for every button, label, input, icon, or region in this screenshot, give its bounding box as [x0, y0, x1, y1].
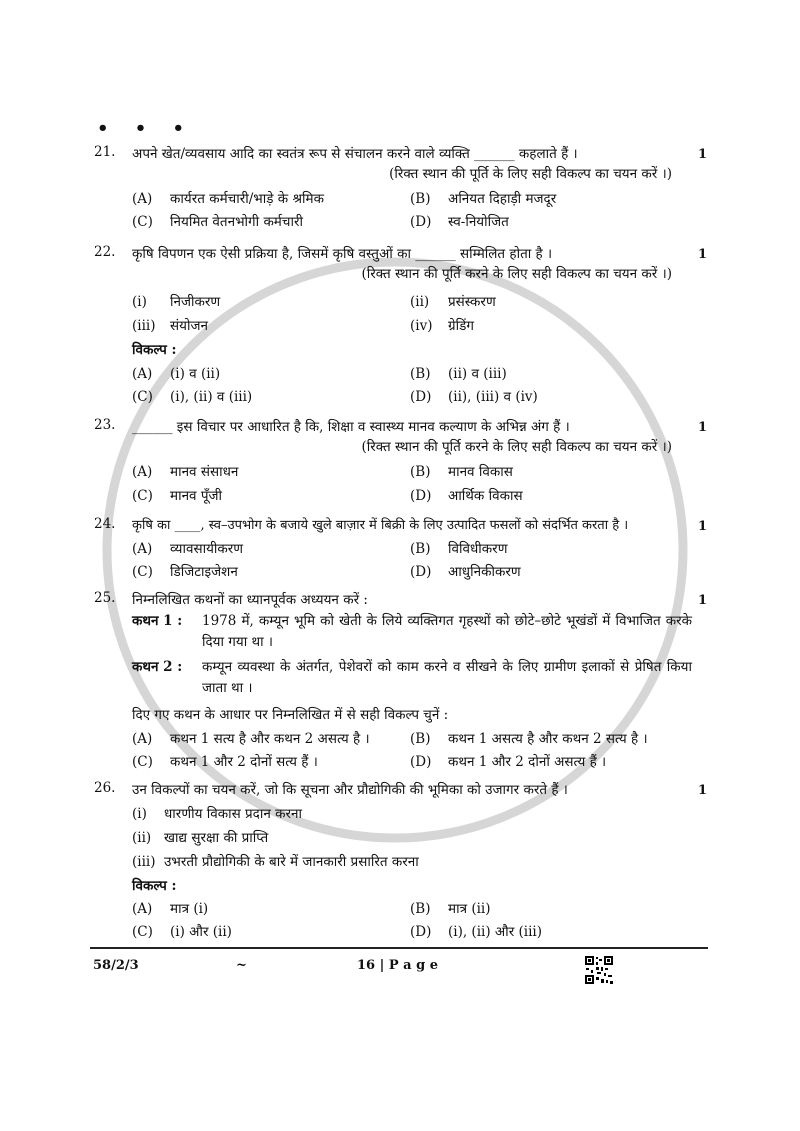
- options-row: [0, 922, 800, 944]
- option-b: (B) कथन 1 असत्य है और कथन 2 सत्य है ।: [410, 731, 648, 747]
- qr-code-icon: [584, 955, 614, 985]
- question-number: 21.: [94, 144, 116, 160]
- option-b: (B) मात्र (ii): [410, 901, 491, 917]
- statement-1: [132, 611, 692, 655]
- item-ii: (ii) खाद्य सुरक्षा की प्राप्ति: [132, 830, 269, 846]
- options-row: [0, 486, 800, 508]
- question-text: ______ इस विचार पर आधारित है कि, शिक्षा व स्वास्थ्य मानव कल्याण के अभिन्न अंग हैं ।: [132, 419, 570, 435]
- question-marks: 1: [698, 147, 708, 162]
- items-row: [0, 804, 800, 826]
- option-d: (D) कथन 1 और 2 दोनों असत्य हैं ।: [410, 754, 607, 770]
- question-marks: 1: [698, 783, 708, 798]
- option-d: (D) स्व-नियोजित: [410, 214, 509, 230]
- option-d: (D) (i), (ii) और (iii): [410, 924, 543, 940]
- items-row: [0, 828, 800, 850]
- question-marks: 1: [698, 420, 708, 435]
- item-iv: (iv) ग्रेडिंग: [410, 318, 474, 334]
- question-marks: 1: [698, 593, 708, 608]
- question-hint: (रिक्त स्थान की पूर्ति के लिए सही विकल्प का चयन करें ।): [389, 166, 672, 182]
- item-iii: (iii) संयोजन: [132, 318, 208, 334]
- items-row: [0, 852, 800, 874]
- paper-code: 58/2/3: [93, 958, 139, 973]
- question-text: कृषि का ____, स्व–उपभोग के बजाये खुले बाज़ार में बिक्री के लिए उत्पादित फसलों को संदर्भित करता है ।: [132, 518, 629, 533]
- options-row: [0, 364, 800, 386]
- instruction-text: दिए गए कथन के आधार पर निम्नलिखित में से सही विकल्प चुनें :: [132, 707, 449, 723]
- vikalp-heading: विकल्प :: [132, 878, 177, 894]
- option-c: (C) (i), (ii) व (iii): [132, 389, 253, 405]
- option-a: (A) मात्र (i): [132, 901, 209, 917]
- vikalp-heading: विकल्प :: [132, 342, 177, 358]
- option-a: (A) मानव संसाधन: [132, 464, 239, 480]
- question-text: कृषि विपणन एक ऐसी प्रक्रिया है, जिसमें कृषि वस्तुओं का ______ सम्मिलित होता है ।: [132, 246, 553, 262]
- option-c: (C) नियमित वेतनभोगी कर्मचारी: [132, 214, 303, 230]
- question-number: 24.: [94, 516, 116, 532]
- options-row: [0, 212, 800, 234]
- items-row: [0, 292, 800, 314]
- option-c: (C) मानव पूँजी: [132, 488, 223, 504]
- options-row: [0, 562, 800, 584]
- option-b: (B) (ii) व (iii): [410, 366, 507, 382]
- statement-2-text: कम्यून व्यवस्था के अंतर्गत, पेशेवरों को काम करने व सीखने के लिए ग्रामीण इलाकों से प्रेषित किया जाता था ।: [202, 659, 692, 696]
- statement-1-text: 1978 में, कम्यून भूमि को खेती के लिये व्यक्तिगत गृहस्थों को छोटे–छोटे भूखंडों में विभाजित करके दिया गया था ।: [202, 613, 692, 650]
- option-b: (B) अनियत दिहाड़ी मजदूर: [410, 191, 557, 207]
- continuation-dots: • • •: [97, 118, 195, 139]
- option-c: (C) कथन 1 और 2 दोनों सत्य हैं ।: [132, 754, 318, 770]
- options-row: [0, 387, 800, 409]
- question-number: 23.: [94, 417, 116, 433]
- question-number: 22.: [94, 244, 116, 260]
- options-row: [0, 189, 800, 211]
- item-ii: (ii) प्रसंस्करण: [410, 294, 496, 310]
- question-number: 26.: [94, 780, 116, 796]
- question-text: उन विकल्पों का चयन करें, जो कि सूचना और प्रौद्योगिकी की भूमिका को उजागर करते हैं ।: [132, 782, 568, 798]
- question-text: निम्नलिखित कथनों का ध्यानपूर्वक अध्ययन करें :: [132, 592, 368, 608]
- option-a: (A) कार्यरत कर्मचारी/भाड़े के श्रमिक: [132, 191, 324, 207]
- option-a: (A) कथन 1 सत्य है और कथन 2 असत्य है ।: [132, 731, 370, 747]
- vikalp-heading-row: [0, 876, 800, 898]
- option-a: (A) (i) व (ii): [132, 366, 221, 382]
- page-number: 16 | P a g e: [357, 958, 439, 973]
- option-d: (D) आधुनिकीकरण: [410, 564, 521, 580]
- instruction-row: [0, 705, 800, 727]
- option-d: (D) आर्थिक विकास: [410, 488, 523, 504]
- item-iii: (iii) उभरती प्रौद्योगिकी के बारे में जानकारी प्रसारित करना: [132, 854, 419, 870]
- options-row: [0, 462, 800, 484]
- options-row: [0, 729, 800, 751]
- question-hint: (रिक्त स्थान की पूर्ति करने के लिए सही विकल्प का चयन करें ।): [361, 266, 672, 282]
- footer-tilde: ~: [236, 958, 247, 973]
- question-text: अपने खेत/व्यवसाय आदि का स्वतंत्र रूप से संचालन करने वाले व्यक्ति ______ कहलाते हैं ।: [132, 146, 578, 162]
- statement-2: [132, 657, 692, 701]
- question-number: 25.: [94, 590, 116, 606]
- option-b: (B) मानव विकास: [410, 464, 513, 480]
- statement-2-key: कथन 2 :: [132, 659, 183, 675]
- option-c: (C) (i) और (ii): [132, 924, 232, 940]
- question-marks: 1: [698, 247, 708, 262]
- options-row: [0, 752, 800, 774]
- statement-1-key: कथन 1 :: [132, 613, 183, 629]
- item-i: (i) निजीकरण: [132, 294, 221, 310]
- items-row: [0, 316, 800, 338]
- option-d: (D) (ii), (iii) व (iv): [410, 389, 538, 405]
- question-hint: (रिक्त स्थान की पूर्ति करने के लिए सही विकल्प का चयन करें ।): [361, 439, 672, 455]
- item-i: (i) धारणीय विकास प्रदान करना: [132, 806, 302, 822]
- options-row: [0, 539, 800, 561]
- option-c: (C) डिजिटाइजेशन: [132, 564, 238, 580]
- vikalp-heading-row: [0, 340, 800, 362]
- footer-divider: [90, 947, 708, 949]
- option-a: (A) व्यावसायीकरण: [132, 541, 244, 557]
- question-marks: 1: [698, 519, 708, 534]
- options-row: [0, 899, 800, 921]
- option-b: (B) विविधीकरण: [410, 541, 508, 557]
